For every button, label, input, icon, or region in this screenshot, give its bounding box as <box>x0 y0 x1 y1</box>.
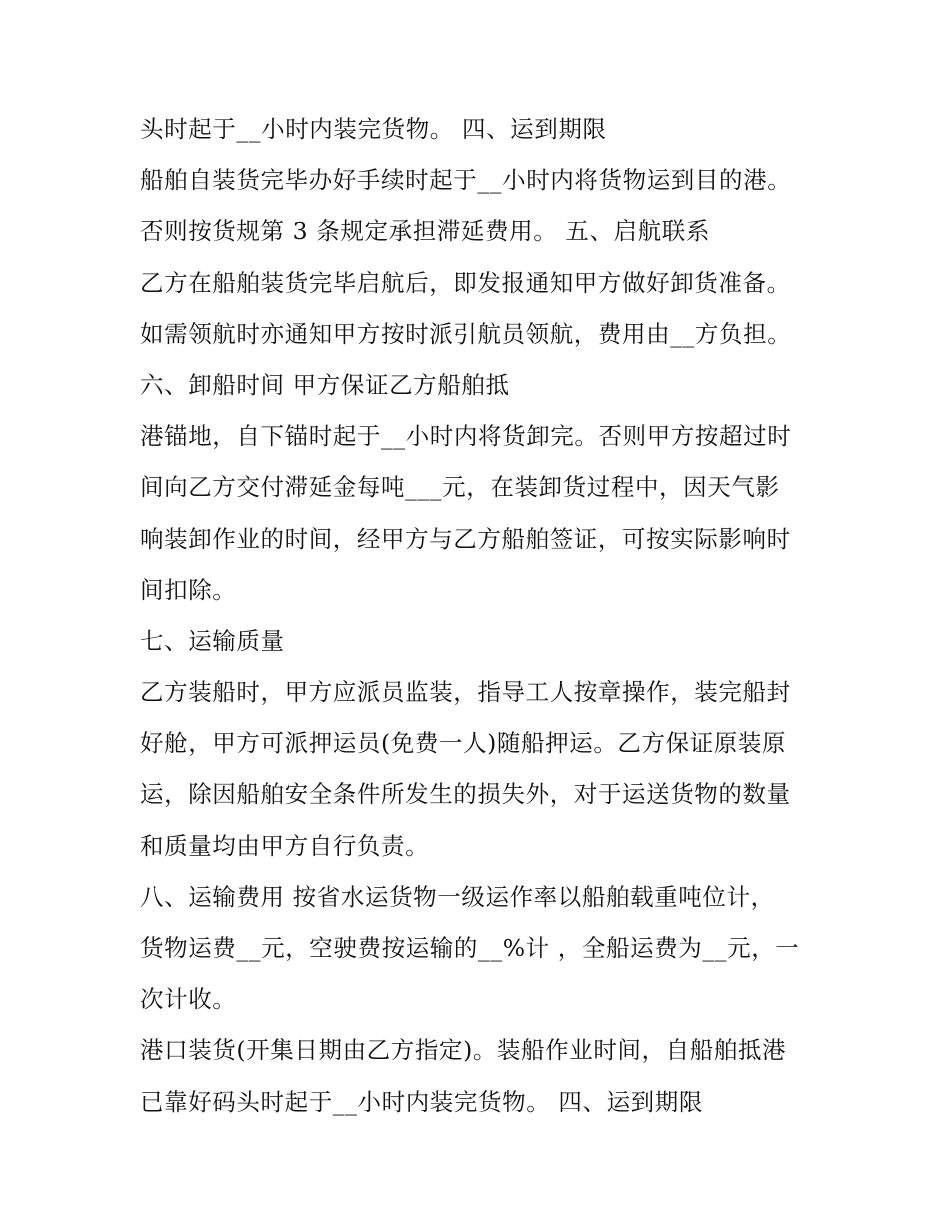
section-heading-line: 七、运输质量 <box>140 626 285 655</box>
document-body <box>140 108 820 1132</box>
text-line: 乙方装船时，甲方应派员监装，指导工人按章操作，装完船封 <box>140 678 791 707</box>
text-line: 港口装货(开集日期由乙方指定)。装船作业时间，自船舶抵港 <box>140 1036 787 1065</box>
text-line: 否则按货规第 3 条规定承担滞延费用。 五、启航联系 <box>140 217 710 246</box>
text-line: 乙方在船舶装货完毕启航后，即发报通知甲方做好卸货准备。 <box>140 268 791 297</box>
text-line: 响装卸作业的时间，经甲方与乙方船舶签证，可按实际影响时 <box>140 524 791 553</box>
section-heading-line: 六、卸船时间 甲方保证乙方船舶抵 <box>140 370 510 399</box>
text-line: 次计收。 <box>140 985 237 1014</box>
text-line: 间向乙方交付滞延金每吨___元，在装卸货过程中，因天气影 <box>140 473 780 502</box>
text-line: 港锚地，自下锚时起于__小时内将货卸完。否则甲方按超过时 <box>140 422 792 451</box>
text-line: 船舶自装货完毕办好手续时起于__小时内将货物运到目的港。 <box>140 166 792 195</box>
text-line: 如需领航时亦通知甲方按时派引航员领航，费用由__方负担。 <box>140 319 792 348</box>
text-line: 已靠好码头时起于__小时内装完货物。 四、运到期限 <box>140 1087 703 1116</box>
text-line: 货物运费__元，空驶费按运输的__%计 ，全船运费为__元，一 <box>140 934 800 962</box>
text-line: 运，除因船舶安全条件所发生的损失外，对于运送货物的数量 <box>140 780 791 809</box>
text-line: 和质量均由甲方自行负责。 <box>140 831 430 860</box>
section-heading-line: 八、运输费用 按省水运货物一级运作率以船舶载重吨位计， <box>140 882 775 911</box>
text-line: 头时起于__小时内装完货物。 四、运到期限 <box>140 115 607 143</box>
text-line: 间扣除。 <box>140 575 237 604</box>
text-line: 好舱，甲方可派押运员(免费一人)随船押运。乙方保证原装原 <box>140 729 787 758</box>
